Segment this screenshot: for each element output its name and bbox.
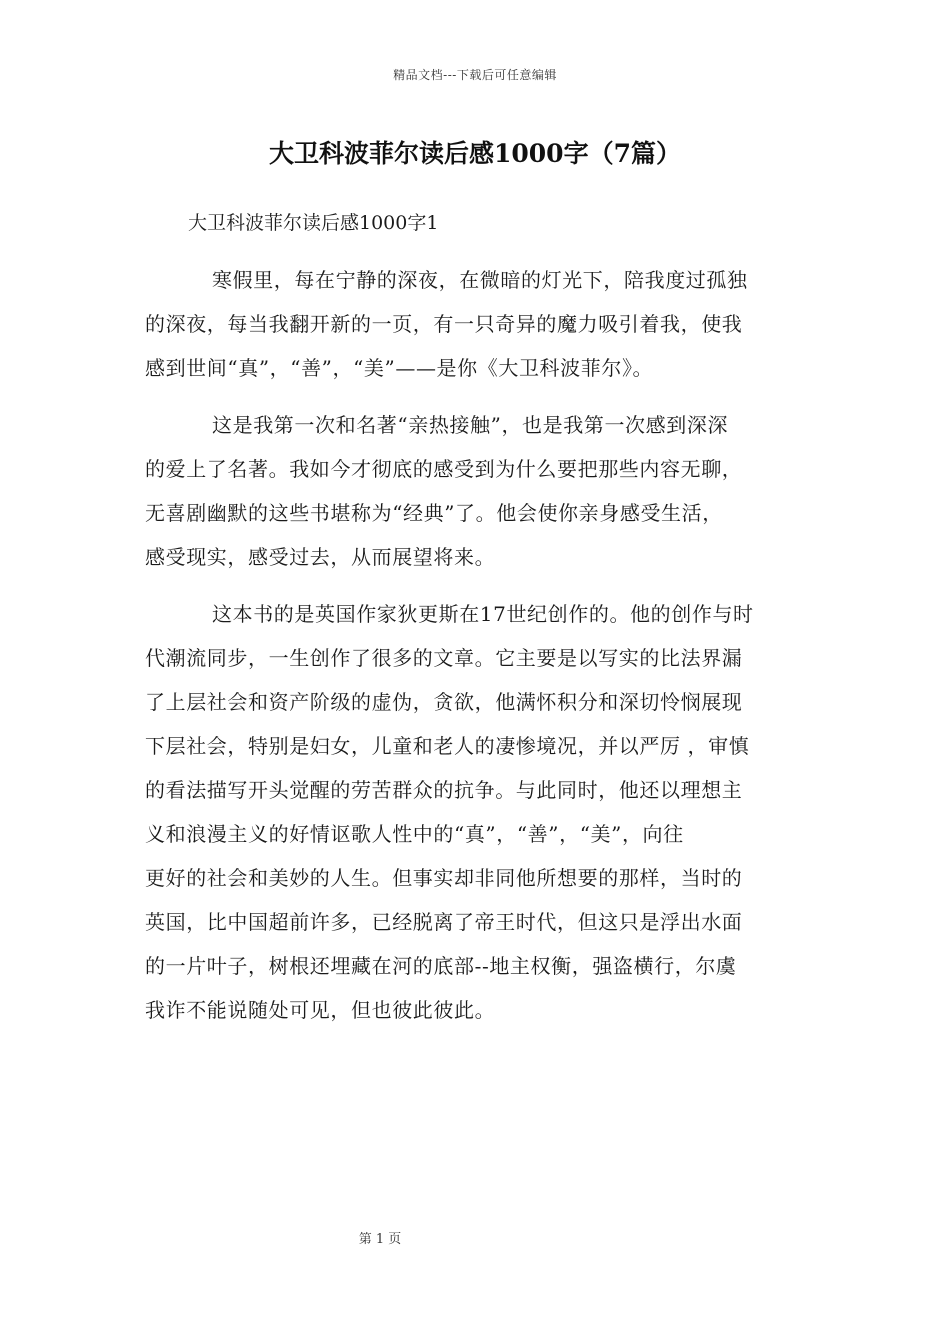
page-header: 精品文档---下载后可任意编辑 xyxy=(393,68,557,82)
paragraph-line: 感到世间“真”，“善”，“美”——是你《大卫科波菲尔》。 xyxy=(145,356,654,380)
paragraph-line: 感受现实，感受过去，从而展望将来。 xyxy=(145,545,496,569)
paragraph-line: 的看法描写开头觉醒的劳苦群众的抗争。与此同时，他还以理想主 xyxy=(145,778,743,802)
page-number: 第 1 页 xyxy=(358,1232,402,1247)
paragraph-line: 英国，比中国超前许多，已经脱离了帝王时代，但这只是浮出水面 xyxy=(145,910,743,934)
paragraph-line: 下层社会，特别是妇女，儿童和老人的凄惨境况，并以严厉 ，审慎 xyxy=(145,734,750,758)
paragraph-line: 义和浪漫主义的好情讴歌人性中的“真”，“善”，“美”，向往 xyxy=(145,822,684,846)
paragraph-line: 我诈不能说随处可见，但也彼此彼此。 xyxy=(145,998,496,1022)
section-subtitle: 大卫科波菲尔读后感1000字1 xyxy=(188,212,439,234)
paragraph-line: 代潮流同步，一生创作了很多的文章。它主要是以写实的比法界漏 xyxy=(145,646,743,670)
paragraph-line: 的爱上了名著。我如今才彻底的感受到为什么要把那些内容无聊， xyxy=(145,457,743,481)
paragraph-line: 这本书的是英国作家狄更斯在17世纪创作的。他的创作与时 xyxy=(212,602,754,626)
paragraph-line: 这是我第一次和名著“亲热接触”，也是我第一次感到深深 xyxy=(212,413,729,437)
paragraph-1 xyxy=(145,258,807,390)
paragraph-line: 了上层社会和资产阶级的虚伪，贪欲，他满怀积分和深切怜悯展现 xyxy=(145,690,743,714)
paragraph-line: 无喜剧幽默的这些书堪称为“经典”了。他会使你亲身感受生活， xyxy=(145,501,723,525)
paragraph-3 xyxy=(145,592,807,1032)
paragraph-line: 的深夜，每当我翻开新的一页，有一只奇异的魔力吸引着我，使我 xyxy=(145,312,743,336)
document-title: 大卫科波菲尔读后感1000字（7篇） xyxy=(269,139,681,168)
paragraph-line: 的一片叶子，树根还埋藏在河的底部--地主权衡，强盗横行，尔虞 xyxy=(145,954,737,978)
document-body xyxy=(145,258,807,1032)
paragraph-line: 寒假里，每在宁静的深夜，在微暗的灯光下，陪我度过孤独 xyxy=(212,268,748,292)
paragraph-line: 更好的社会和美妙的人生。但事实却非同他所想要的那样，当时的 xyxy=(145,866,743,890)
paragraph-2 xyxy=(145,403,807,579)
